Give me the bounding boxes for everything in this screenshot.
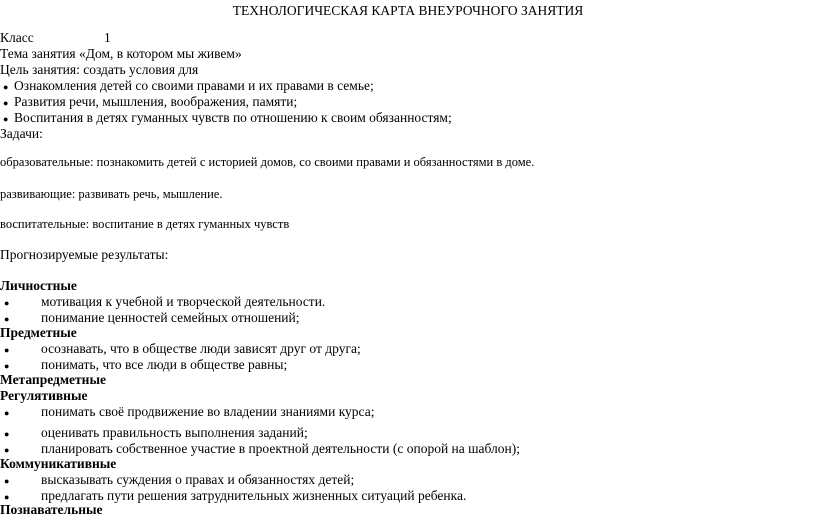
tasks-label: Задачи: [0, 126, 43, 141]
communicative-item: высказывать суждения о правах и обязанностях детей; [41, 472, 355, 487]
bullet-icon: ● [4, 476, 10, 486]
regulatory-item: оценивать правильность выполнения заданий; [41, 425, 308, 440]
subject-item: понимать, что все люди в обществе равны; [41, 357, 288, 372]
task-developing: развивающие: развивать речь, мышление. [0, 187, 223, 201]
meta-heading: Метапредметные [0, 372, 106, 387]
bullet-icon: ● [4, 345, 10, 355]
communicative-heading: Коммуникативные [0, 456, 117, 471]
bullet-icon: ● [4, 298, 10, 308]
subject-item: осознавать, что в обществе люди зависят друг от друга; [41, 341, 361, 356]
regulatory-heading: Регулятивные [0, 388, 88, 403]
cognitive-heading: Познавательные [0, 502, 103, 517]
goal-item: Ознакомления детей со своими правами и их правами в семье; [14, 78, 374, 93]
class-value: 1 [104, 30, 111, 45]
bullet-icon: ● [4, 445, 10, 455]
bullet-icon: ● [4, 361, 10, 371]
personal-item: понимание ценностей семейных отношений; [41, 310, 300, 325]
task-educational: образовательные: познакомить детей с историей домов, со своими правами и обязанностями в доме. [0, 155, 535, 169]
bullet-icon: ● [4, 314, 10, 324]
lesson-goal: Цель занятия: создать условия для [0, 62, 199, 77]
regulatory-item: понимать своё продвижение во владении знаниями курса; [41, 404, 375, 419]
bullet-icon: ● [4, 429, 10, 439]
results-label: Прогнозируемые результаты: [0, 247, 169, 262]
personal-heading: Личностные [0, 278, 77, 293]
subject-heading: Предметные [0, 325, 77, 340]
communicative-item: предлагать пути решения затруднительных жизненных ситуаций ребенка. [41, 488, 467, 503]
goal-item: Воспитания в детях гуманных чувств по отношению к своим обязанностям; [14, 110, 452, 125]
goal-item: Развития речи, мышления, воображения, памяти; [14, 94, 298, 109]
bullet-icon: ● [4, 408, 10, 418]
class-label: Класс [0, 30, 34, 45]
task-upbringing: воспитательные: воспитание в детях гуманных чувств [0, 217, 290, 231]
document-title: ТЕХНОЛОГИЧЕСКАЯ КАРТА ВНЕУРОЧНОГО ЗАНЯТИЯ [232, 3, 584, 18]
bullet-icon: ● [3, 114, 9, 124]
bullet-icon: ● [4, 492, 10, 502]
personal-item: мотивация к учебной и творческой деятельности. [41, 294, 326, 309]
bullet-icon: ● [3, 82, 9, 92]
bullet-icon: ● [3, 98, 9, 108]
regulatory-item: планировать собственное участие в проектной деятельности (с опорой на шаблон); [41, 441, 521, 456]
lesson-topic: Тема занятия «Дом, в котором мы живем» [0, 46, 242, 61]
